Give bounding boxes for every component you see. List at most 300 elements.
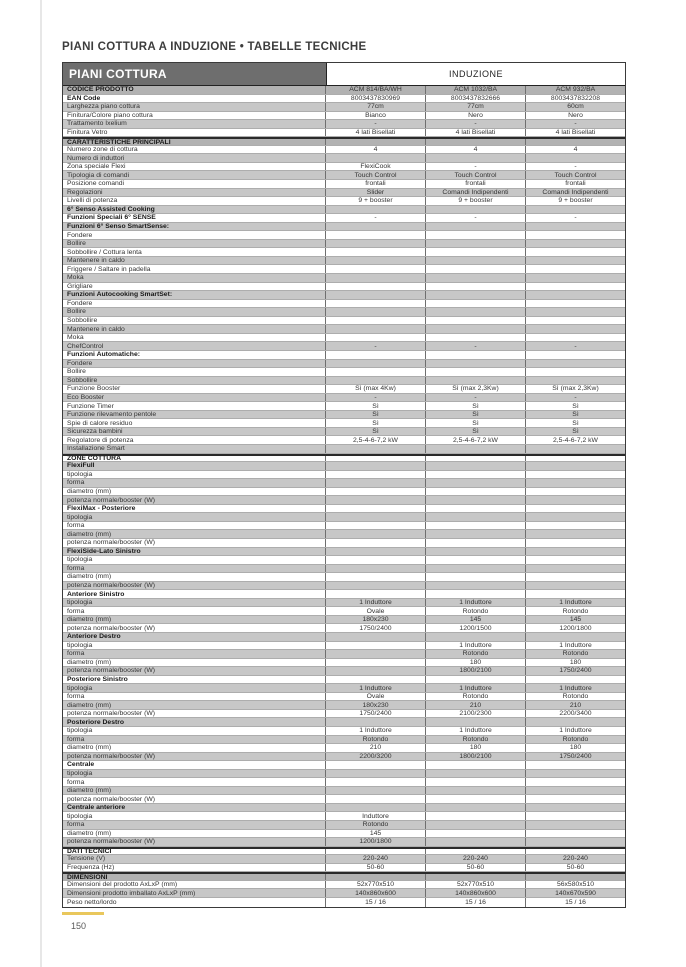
cell-value: Comandi Indipendenti xyxy=(426,189,526,197)
cell-value: Induttore xyxy=(326,812,426,820)
cell-value: Sì (max 2,3Kw) xyxy=(552,385,599,393)
cell-value: 1800/2100 xyxy=(426,753,526,761)
cell-value: Sì xyxy=(572,411,579,419)
cell-value: Sì xyxy=(426,402,526,410)
cell-value xyxy=(326,240,426,248)
cell-value xyxy=(426,368,526,376)
table-row xyxy=(63,137,625,146)
cell-value: 145 xyxy=(326,830,426,838)
table-row xyxy=(63,530,625,539)
cell-value xyxy=(326,659,426,667)
row-label: Regolatore di potenza xyxy=(63,436,326,444)
cell-value xyxy=(326,667,426,675)
cell-value xyxy=(526,505,625,513)
row-label: Moka xyxy=(63,334,326,342)
cell-value: 1 Induttore xyxy=(426,642,526,650)
table-row xyxy=(63,693,625,702)
cell-value xyxy=(426,283,526,291)
cell-value: 180 xyxy=(569,658,582,666)
row-label: Fondere xyxy=(63,360,326,368)
cell-value: - xyxy=(574,214,577,222)
table-row xyxy=(63,667,625,676)
cell-value: 140x860x600 xyxy=(326,889,426,897)
cell-value: Touch Control xyxy=(554,171,597,179)
table-row xyxy=(63,590,625,599)
row-label: Installazione Smart xyxy=(63,445,326,453)
cell-value xyxy=(326,795,426,803)
row-label: tipologia xyxy=(63,684,326,692)
table-row xyxy=(63,787,625,796)
row-label: forma xyxy=(63,522,326,530)
cell-value: Sì xyxy=(426,411,526,419)
cell-value xyxy=(426,308,526,316)
cell-value: 140x670x590 xyxy=(555,889,596,897)
table-row xyxy=(63,231,625,240)
cell-value xyxy=(326,377,426,385)
row-label: potenza normale/booster (W) xyxy=(63,624,326,632)
cell-value xyxy=(326,573,426,581)
table-row xyxy=(63,633,625,642)
cell-value xyxy=(526,761,625,769)
row-label: tipologia xyxy=(63,727,326,735)
cell-value: Bianco xyxy=(326,112,426,120)
table-row xyxy=(63,274,625,283)
cell-value xyxy=(426,770,526,778)
cell-value xyxy=(326,522,426,530)
table-row xyxy=(63,154,625,163)
row-label: Centrale anteriore xyxy=(63,804,326,812)
cell-value: 180 xyxy=(569,744,582,752)
cell-value: 50-60 xyxy=(426,864,526,872)
cell-value xyxy=(326,223,426,231)
row-label: tipologia xyxy=(63,812,326,820)
cell-value xyxy=(426,334,526,342)
row-label: Fondere xyxy=(63,231,326,239)
row-label: Mantenere in caldo xyxy=(63,257,326,265)
cell-value: 2200/3400 xyxy=(559,710,592,718)
cell-value xyxy=(426,849,526,855)
cell-value: 4 lati Bisellati xyxy=(426,129,526,137)
table-row xyxy=(63,103,625,112)
cell-value xyxy=(426,795,526,803)
cell-value xyxy=(526,539,625,547)
cell-value: 8003437832666 xyxy=(426,95,526,103)
table-row xyxy=(63,556,625,565)
row-label: CODICE PRODOTTO xyxy=(63,86,326,94)
table-row xyxy=(63,419,625,428)
cell-value xyxy=(526,471,625,479)
cell-value xyxy=(326,274,426,282)
row-label: FlexiSide-Lato Sinistro xyxy=(63,548,326,556)
cell-value: - xyxy=(426,163,526,171)
table-row xyxy=(63,770,625,779)
row-label: Tipologia di comandi xyxy=(63,171,326,179)
row-label: Funzioni 6° Senso SmartSense: xyxy=(63,223,326,231)
cell-value xyxy=(326,718,426,726)
cell-value xyxy=(426,456,526,462)
row-label: potenza normale/booster (W) xyxy=(63,753,326,761)
cell-value: 50-60 xyxy=(326,864,426,872)
cell-value xyxy=(326,565,426,573)
cell-value xyxy=(526,778,625,786)
cell-value xyxy=(326,496,426,504)
table-row xyxy=(63,855,625,864)
cell-value: 210 xyxy=(426,701,526,709)
row-label: Funzione rilevamento pentole xyxy=(63,411,326,419)
cell-value: FlexiCook xyxy=(326,163,426,171)
row-label: Mantenere in caldo xyxy=(63,325,326,333)
table-row xyxy=(63,394,625,403)
cell-value xyxy=(426,522,526,530)
cell-value: 1 Induttore xyxy=(326,599,426,607)
table-row xyxy=(63,402,625,411)
table-row xyxy=(63,197,625,206)
table-row xyxy=(63,351,625,360)
cell-value xyxy=(326,770,426,778)
cell-value: - xyxy=(326,394,426,402)
page-edge-line xyxy=(40,0,42,967)
cell-value: 50-60 xyxy=(566,864,585,872)
cell-value xyxy=(526,265,625,273)
row-label: DATI TECNICI xyxy=(63,849,326,855)
cell-value xyxy=(526,830,625,838)
row-label: forma xyxy=(63,650,326,658)
cell-value xyxy=(426,830,526,838)
cell-value: ACM 932/BA xyxy=(555,86,596,94)
table-row xyxy=(63,189,625,198)
table-row xyxy=(63,812,625,821)
row-label: diametro (mm) xyxy=(63,701,326,709)
row-label: Centrale xyxy=(63,761,326,769)
table-row xyxy=(63,650,625,659)
cell-value xyxy=(526,676,625,684)
cell-value xyxy=(526,849,625,855)
table-row xyxy=(63,710,625,719)
table-row xyxy=(63,129,625,138)
cell-value: 2,5-4-6-7,2 kW xyxy=(426,436,526,444)
table-row xyxy=(63,582,625,591)
cell-value: 52x770x510 xyxy=(426,881,526,889)
row-label: diametro (mm) xyxy=(63,744,326,752)
cell-value xyxy=(326,471,426,479)
cell-value xyxy=(326,334,426,342)
table-row xyxy=(63,248,625,257)
table-row xyxy=(63,881,625,890)
cell-value xyxy=(526,821,625,829)
row-label: Grigliare xyxy=(63,283,326,291)
row-label: Bollire xyxy=(63,368,326,376)
table-row xyxy=(63,342,625,351)
table-row xyxy=(63,471,625,480)
cell-value xyxy=(426,300,526,308)
cell-value xyxy=(426,496,526,504)
cell-value xyxy=(526,231,625,239)
cell-value: 220-240 xyxy=(426,855,526,863)
cell-value xyxy=(526,573,625,581)
cell-value xyxy=(526,548,625,556)
cell-value xyxy=(426,548,526,556)
cell-value xyxy=(326,804,426,812)
cell-value xyxy=(426,838,526,846)
cell-value xyxy=(426,248,526,256)
cell-value xyxy=(526,368,625,376)
cell-value xyxy=(426,360,526,368)
cell-value: 1200/1800 xyxy=(326,838,426,846)
table-row xyxy=(63,411,625,420)
cell-value: Sì xyxy=(572,402,579,410)
cell-value xyxy=(526,300,625,308)
row-label: tipologia xyxy=(63,770,326,778)
row-label: Sicurezza bambini xyxy=(63,428,326,436)
row-label: ZONE COTTURA xyxy=(63,456,326,462)
table-row xyxy=(63,496,625,505)
cell-value xyxy=(526,445,625,453)
row-label: potenza normale/booster (W) xyxy=(63,539,326,547)
cell-value xyxy=(426,718,526,726)
cell-value xyxy=(326,248,426,256)
cell-value xyxy=(426,479,526,487)
table-row xyxy=(63,864,625,873)
row-label: forma xyxy=(63,565,326,573)
table-row xyxy=(63,283,625,292)
cell-value xyxy=(426,488,526,496)
table-row xyxy=(63,676,625,685)
table-row xyxy=(63,291,625,300)
row-label: Finitura/Colore piano cottura xyxy=(63,112,326,120)
cell-value: 1 Induttore xyxy=(326,684,426,692)
cell-value xyxy=(426,539,526,547)
table-row xyxy=(63,368,625,377)
cell-value: Rotondo xyxy=(426,736,526,744)
row-label: Anteriore Sinistro xyxy=(63,590,326,598)
cell-value: Sì xyxy=(572,428,579,436)
table-row xyxy=(63,428,625,437)
cell-value: 1800/2100 xyxy=(426,667,526,675)
row-label: Finitura Vetro xyxy=(63,129,326,137)
table-row xyxy=(63,317,625,326)
row-label: tipologia xyxy=(63,556,326,564)
cell-value: 1750/2400 xyxy=(326,624,426,632)
cell-value: 77cm xyxy=(426,103,526,111)
table-row xyxy=(63,265,625,274)
cell-value xyxy=(526,248,625,256)
table-row xyxy=(63,334,625,343)
cell-value: 1 Induttore xyxy=(559,727,592,735)
table-body xyxy=(63,86,625,907)
table-row xyxy=(63,385,625,394)
cell-value xyxy=(426,462,526,470)
cell-value: 180x230 xyxy=(326,616,426,624)
cell-value xyxy=(526,317,625,325)
table-row xyxy=(63,872,625,881)
cell-value: Rotondo xyxy=(562,607,589,615)
cell-value: Rotondo xyxy=(426,650,526,658)
cell-value: Rotondo xyxy=(426,607,526,615)
row-label: potenza normale/booster (W) xyxy=(63,582,326,590)
row-label: diametro (mm) xyxy=(63,830,326,838)
table-row xyxy=(63,847,625,856)
cell-value xyxy=(326,351,426,359)
cell-value xyxy=(326,650,426,658)
cell-value: 1750/2400 xyxy=(326,710,426,718)
cell-value: Touch Control xyxy=(326,171,426,179)
cell-value xyxy=(526,240,625,248)
cell-value: ACM 1032/BA xyxy=(426,86,526,94)
cell-value: Sì xyxy=(326,411,426,419)
table-row xyxy=(63,308,625,317)
row-label: Bollire xyxy=(63,240,326,248)
row-label: Sobbollire xyxy=(63,317,326,325)
cell-value xyxy=(326,556,426,564)
cell-value: 77cm xyxy=(326,103,426,111)
table-row xyxy=(63,325,625,334)
cell-value xyxy=(326,548,426,556)
row-label: diametro (mm) xyxy=(63,616,326,624)
cell-value xyxy=(326,642,426,650)
cell-value: 60cm xyxy=(567,103,584,111)
cell-value xyxy=(526,804,625,812)
row-label: EAN Code xyxy=(63,95,326,103)
table-row xyxy=(63,240,625,249)
table-row xyxy=(63,565,625,574)
row-label: potenza normale/booster (W) xyxy=(63,710,326,718)
cell-value xyxy=(526,377,625,385)
row-label: 6° Senso Assisted Cooking xyxy=(63,206,326,214)
table-row xyxy=(63,838,625,847)
cell-value xyxy=(526,488,625,496)
cell-value xyxy=(526,334,625,342)
cell-value: 1 Induttore xyxy=(426,684,526,692)
cell-value xyxy=(426,325,526,333)
table-row xyxy=(63,163,625,172)
table-row xyxy=(63,171,625,180)
spec-table xyxy=(62,62,626,908)
cell-value: Sì (max 4Kw) xyxy=(326,385,426,393)
cell-value xyxy=(426,530,526,538)
row-label: Regolazioni xyxy=(63,189,326,197)
row-label: Numero di induttori xyxy=(63,154,326,162)
cell-value: Sì xyxy=(326,428,426,436)
cell-value: Rotondo xyxy=(326,736,426,744)
cell-value xyxy=(526,308,625,316)
cell-value: Sì xyxy=(572,419,579,427)
cell-value: 1200/1800 xyxy=(559,624,592,632)
cell-value xyxy=(526,154,625,162)
cell-value xyxy=(526,812,625,820)
row-label: Larghezza piano cottura xyxy=(63,103,326,111)
row-label: Funzione Timer xyxy=(63,402,326,410)
cell-value xyxy=(526,718,625,726)
cell-value: 4 xyxy=(573,146,578,154)
cell-value xyxy=(326,539,426,547)
cell-value xyxy=(526,838,625,846)
cell-value: 2200/3200 xyxy=(326,753,426,761)
row-label: forma xyxy=(63,479,326,487)
cell-value: ACM 814/BA/WH xyxy=(326,86,426,94)
row-label: forma xyxy=(63,778,326,786)
row-label: Peso netto/lordo xyxy=(63,898,326,907)
cell-value: 9 + booster xyxy=(558,197,593,205)
row-label: CARATTERISTICHE PRINCIPALI xyxy=(63,139,326,145)
row-label: forma xyxy=(63,607,326,615)
cell-value xyxy=(426,240,526,248)
row-label: ChefControl xyxy=(63,342,326,350)
row-label: tipologia xyxy=(63,513,326,521)
row-label: Posizione comandi xyxy=(63,180,326,188)
cell-value xyxy=(526,456,625,462)
cell-value: frontali xyxy=(565,180,586,188)
cell-value: 15 / 16 xyxy=(326,898,426,907)
cell-value xyxy=(326,513,426,521)
page-title: PIANI COTTURA A INDUZIONE • TABELLE TECNICHE xyxy=(62,41,367,53)
cell-value: - xyxy=(426,214,526,222)
cell-value xyxy=(426,633,526,641)
cell-value: Sì xyxy=(426,428,526,436)
row-label: diametro (mm) xyxy=(63,787,326,795)
cell-value xyxy=(326,291,426,299)
cell-value: - xyxy=(426,120,526,128)
row-label: diametro (mm) xyxy=(63,573,326,581)
table-row xyxy=(63,753,625,762)
row-label: Funzioni Automatiche: xyxy=(63,351,326,359)
cell-value xyxy=(526,530,625,538)
cell-value: 145 xyxy=(569,616,582,624)
cell-value: Comandi Indipendenti xyxy=(542,188,609,196)
cell-value xyxy=(426,513,526,521)
table-row xyxy=(63,206,625,215)
cell-value xyxy=(426,154,526,162)
cell-value xyxy=(426,206,526,214)
cell-value: 1750/2400 xyxy=(559,752,592,760)
table-row xyxy=(63,488,625,497)
cell-value xyxy=(326,368,426,376)
cell-value: - xyxy=(574,163,577,171)
row-label: Zona speciale Flexi xyxy=(63,163,326,171)
cell-value xyxy=(526,556,625,564)
cell-value: 4 xyxy=(326,146,426,154)
row-label: Eco Booster xyxy=(63,394,326,402)
table-row xyxy=(63,701,625,710)
cell-value: 1 Induttore xyxy=(426,727,526,735)
cell-value xyxy=(426,291,526,299)
page-number: 150 xyxy=(71,921,87,931)
category-header-cell: INDUZIONE xyxy=(326,63,625,85)
table-row xyxy=(63,257,625,266)
cell-value xyxy=(326,360,426,368)
row-label: Posteriore Destro xyxy=(63,718,326,726)
row-label: Sobbollire xyxy=(63,377,326,385)
cell-value: Nero xyxy=(568,111,583,119)
table-row xyxy=(63,599,625,608)
cell-value xyxy=(326,582,426,590)
cell-value: 8003437832208 xyxy=(550,94,601,102)
cell-value xyxy=(526,283,625,291)
cell-value xyxy=(426,274,526,282)
cell-value xyxy=(326,505,426,513)
row-label: diametro (mm) xyxy=(63,530,326,538)
cell-value: Sì xyxy=(326,419,426,427)
table-row xyxy=(63,445,625,454)
table-row xyxy=(63,513,625,522)
cell-value: - xyxy=(574,342,577,350)
row-label: Funzioni Speciali 6° SENSE xyxy=(63,214,326,222)
cell-value: 220-240 xyxy=(563,855,588,863)
cell-value xyxy=(526,590,625,598)
cell-value xyxy=(326,479,426,487)
table-row xyxy=(63,727,625,736)
cell-value xyxy=(326,761,426,769)
cell-value xyxy=(326,456,426,462)
